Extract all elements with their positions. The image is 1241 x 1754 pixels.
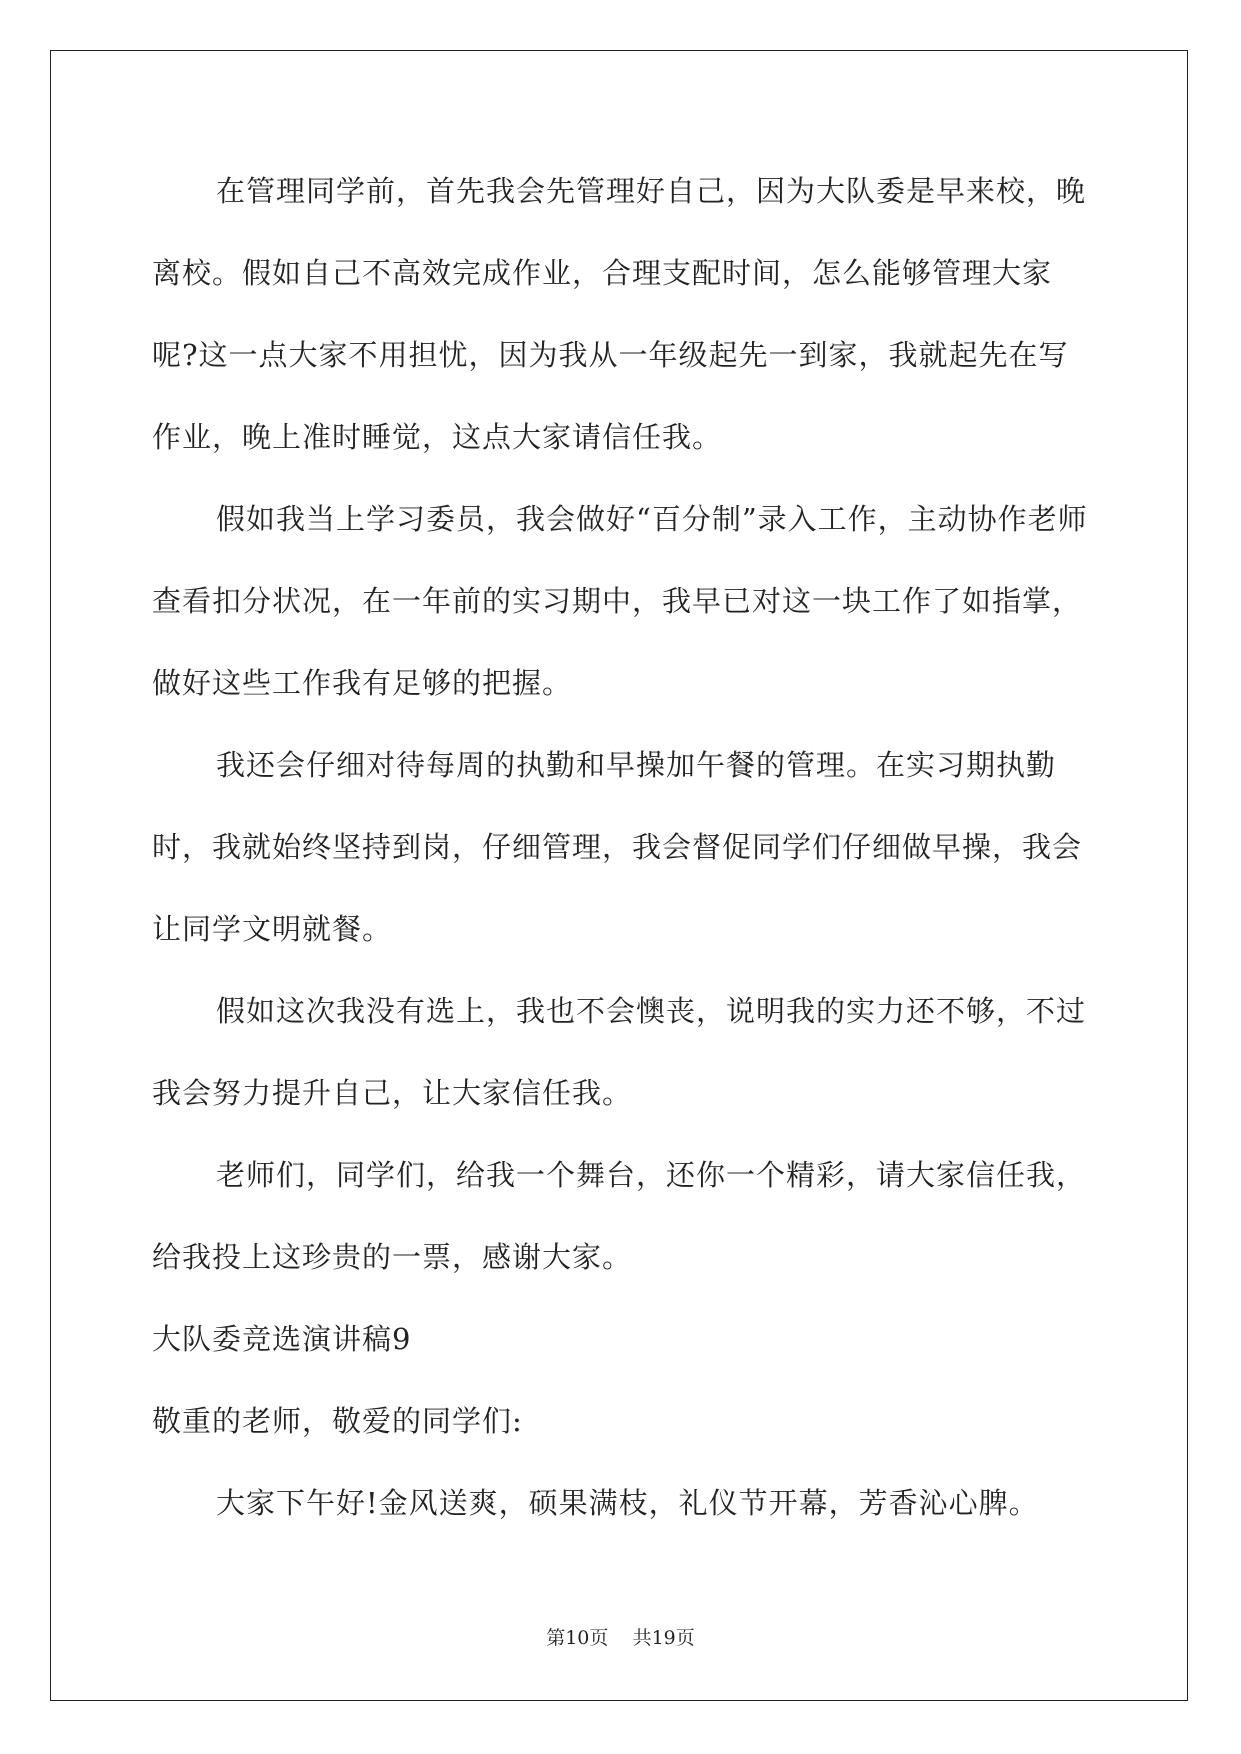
section-heading: 大队委竞选演讲稿9 [152, 1322, 412, 1356]
page-number: 第10页 [546, 1627, 609, 1649]
page-footer [0, 1623, 1241, 1650]
paragraph-2: 假如我当上学习委员，我会做好“百分制”录入工作，主动协作老师查看扣分状况，在一年前的实习期中，我早已对这一块工作了如指掌，做好这些工作我有足够的把握。 [152, 502, 1088, 700]
paragraph-5: 老师们，同学们，给我一个舞台，还你一个精彩，请大家信任我，给我投上这珍贵的一票，感谢大家。 [152, 1158, 1087, 1274]
paragraph-opening: 大家下午好!金风送爽，硕果满枝，礼仪节开幕，芳香沁心脾。 [216, 1486, 1039, 1520]
paragraph-4: 假如这次我没有选上，我也不会懊丧，说明我的实力还不够，不过我会努力提升自己，让大家信任我。 [152, 994, 1087, 1110]
paragraph-1: 在管理同学前，首先我会先管理好自己，因为大队委是早来校，晚离校。假如自己不高效完成作业，合理支配时间，怎么能够管理大家呢?这一点大家不用担忧，因为我从一年级起先一到家，我就起先在写作业，晚上准时睡觉，这点大家请信任我。 [152, 174, 1087, 454]
document-body [152, 150, 1092, 1544]
paragraph-3: 我还会仔细对待每周的执勤和早操加午餐的管理。在实习期执勤时，我就始终坚持到岗，仔细管理，我会督促同学们仔细做早操，我会让同学文明就餐。 [152, 748, 1083, 946]
salutation: 敬重的老师，敬爱的同学们: [152, 1404, 523, 1438]
page-total: 共19页 [632, 1627, 695, 1649]
